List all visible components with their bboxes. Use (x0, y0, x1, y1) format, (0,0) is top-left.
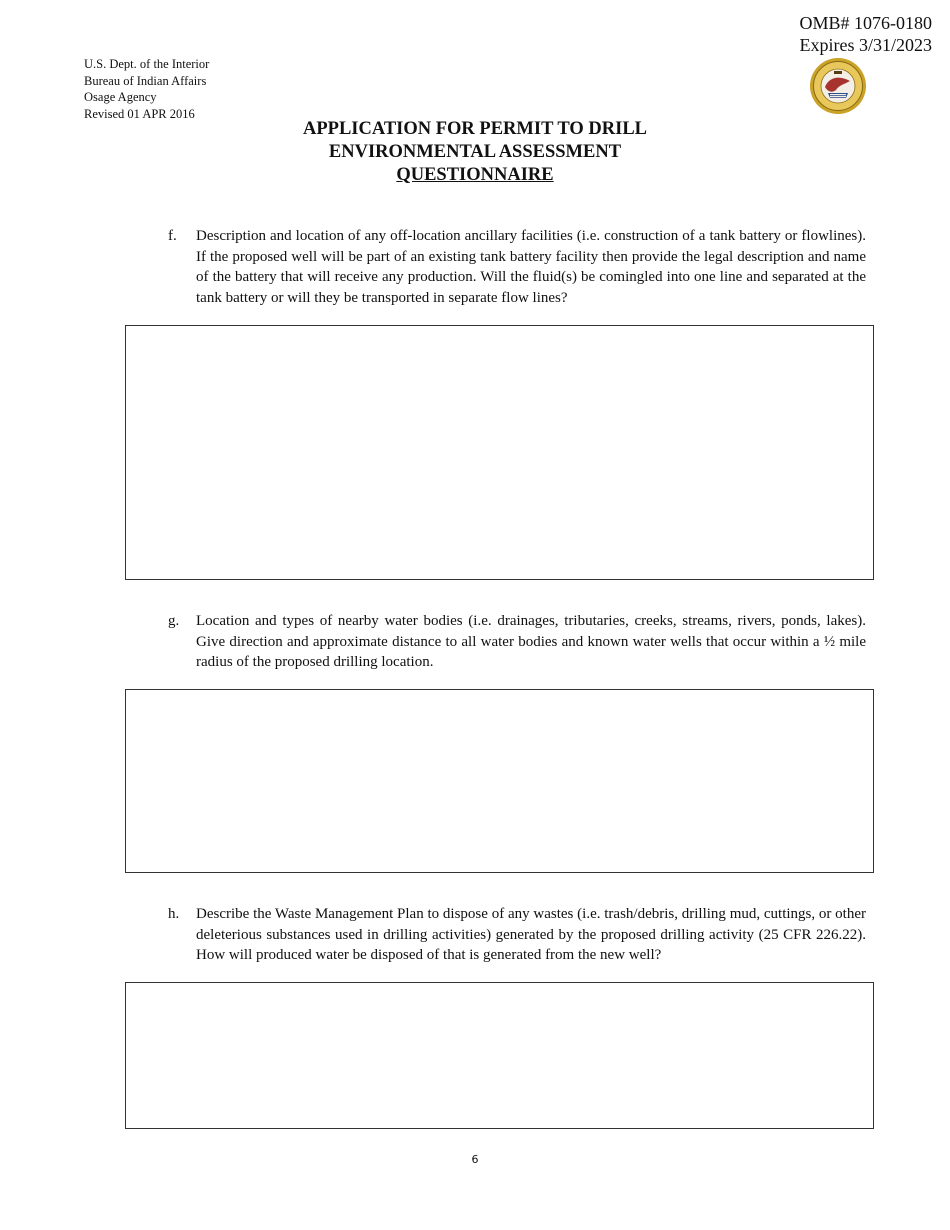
question-letter: h. (168, 906, 180, 922)
form-title (0, 118, 950, 187)
question-text: Location and types of nearby water bodies (i.e. drainages, tributaries, creeks, streams, rivers, ponds, lakes). Give direction and approximate distance to all water bodies and known water wells that occur within a ½ mile radius of the proposed drilling location. (196, 613, 866, 671)
question-text: Describe the Waste Management Plan to dispose of any wastes (i.e. trash/debris, drilling mud, cuttings, or other deleterious substances used in drilling activities) generated by the proposed drilling activity (25 CFR 226.22). How will produced water be disposed of that is generated from the new well? (196, 906, 866, 964)
question-g (168, 611, 866, 673)
question-f (168, 226, 866, 308)
bia-seal-icon (809, 57, 867, 115)
agency-line: Bureau of Indian Affairs (84, 73, 207, 88)
title-line: ENVIRONMENTAL ASSESSMENT (328, 142, 622, 162)
agency-line: U.S. Dept. of the Interior (84, 57, 210, 71)
omb-block (799, 12, 932, 56)
answer-box-g[interactable] (125, 689, 874, 873)
title-line-underlined: QUESTIONNAIRE (396, 165, 554, 185)
revision-date: Revised 01 APR 2016 (84, 106, 195, 121)
answer-box-h[interactable] (125, 982, 874, 1129)
omb-number: OMB# 1076-0180 (799, 13, 932, 33)
question-letter: f. (168, 228, 177, 244)
question-text: Description and location of any off-location ancillary facilities (i.e. construction of a tank battery or flowlines). If the proposed well will be part of an existing tank battery facility then provide the legal description and name of the battery that will receive any production. Will the fluid(s) be comingled into one line and separated at the tank battery or will they be transported in separate flow lines? (196, 228, 866, 306)
question-letter: g. (168, 613, 180, 629)
agency-block (84, 56, 209, 122)
page-number: 6 (471, 1153, 479, 1166)
expiration-date: Expires 3/31/2023 (799, 35, 932, 55)
agency-line: Osage Agency (84, 90, 157, 104)
question-h (168, 904, 866, 966)
answer-box-f[interactable] (125, 325, 874, 580)
title-line: APPLICATION FOR PERMIT TO DRILL (302, 119, 647, 139)
